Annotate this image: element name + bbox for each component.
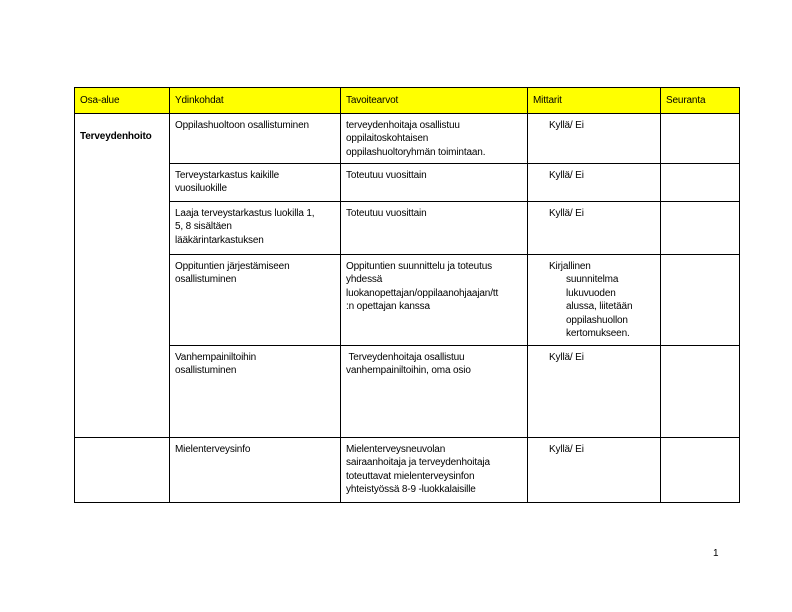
mittari-text: Kirjallinen bbox=[549, 260, 591, 272]
seuranta-cell bbox=[661, 113, 740, 163]
mittari-text: Kyllä/ Ei bbox=[549, 207, 584, 219]
ydin-cell bbox=[170, 345, 341, 437]
tavoite-cell bbox=[341, 437, 528, 502]
tavoite-text: vanhempainiltoihin, oma osio bbox=[346, 365, 471, 376]
mittari-text: lukuvuoden bbox=[566, 287, 616, 299]
seuranta-cell bbox=[661, 437, 740, 502]
table-row bbox=[75, 345, 740, 437]
seuranta-cell bbox=[661, 201, 740, 254]
ydin-text: Terveystarkastus kaikille bbox=[175, 169, 280, 181]
ydin-text: osallistuminen bbox=[175, 365, 237, 376]
ydin-text: Vanhempainiltoihin bbox=[175, 351, 257, 363]
tavoite-text: Oppituntien suunnittelu ja toteutus bbox=[346, 260, 492, 272]
header-mittarit: Mittarit bbox=[528, 88, 661, 114]
ydin-text: vuosiluokille bbox=[175, 183, 227, 194]
tavoite-text: Terveydenhoitaja osallistuu bbox=[346, 351, 465, 363]
ydin-text: Mielenterveysinfo bbox=[175, 443, 251, 455]
table-row bbox=[75, 437, 740, 502]
table-row bbox=[75, 254, 740, 345]
mittari-text: Kyllä/ Ei bbox=[549, 169, 584, 181]
header-ydinkohdat: Ydinkohdat bbox=[170, 88, 341, 114]
mittari-cell bbox=[528, 201, 661, 254]
tavoite-text: sairaanhoitaja ja terveydenhoitaja bbox=[346, 457, 490, 468]
tavoite-text: toteuttavat mielenterveysinfon bbox=[346, 470, 475, 482]
tavoite-cell bbox=[341, 345, 528, 437]
tavoite-cell bbox=[341, 201, 528, 254]
seuranta-cell bbox=[661, 163, 740, 201]
ydin-text: Laaja terveystarkastus luokilla 1, bbox=[175, 207, 315, 219]
tavoite-text: Mielenterveysneuvolan bbox=[346, 443, 446, 455]
tavoite-text: Toteutuu vuosittain bbox=[346, 169, 427, 181]
tavoite-text: oppilaitoskohtaisen bbox=[346, 133, 429, 144]
section-cell bbox=[75, 113, 170, 437]
tavoite-text: luokanopettajan/oppilaanohjaajan/tt bbox=[346, 287, 499, 299]
section-label: Terveydenhoito bbox=[80, 130, 152, 142]
mittari-cell bbox=[528, 113, 661, 163]
ydin-text: 5, 8 sisältäen bbox=[175, 221, 232, 232]
header-seuranta: Seuranta bbox=[661, 88, 740, 114]
mittari-text: oppilashuollon bbox=[566, 314, 628, 326]
tavoite-text: terveydenhoitaja osallistuu bbox=[346, 119, 460, 131]
tavoite-text: :n opettajan kanssa bbox=[346, 301, 430, 312]
table-row bbox=[75, 163, 740, 201]
ydin-text: osallistuminen bbox=[175, 274, 237, 285]
seuranta-cell bbox=[661, 345, 740, 437]
ydin-cell bbox=[170, 437, 341, 502]
header-tavoitearvot: Tavoitearvot bbox=[341, 88, 528, 114]
mittari-text: Kyllä/ Ei bbox=[549, 443, 584, 455]
ydin-cell bbox=[170, 113, 341, 163]
tavoite-text: yhdessä bbox=[346, 274, 383, 285]
tavoite-cell bbox=[341, 163, 528, 201]
mittari-text: kertomukseen. bbox=[566, 328, 630, 339]
ydin-text: lääkärintarkastuksen bbox=[175, 234, 264, 246]
seuranta-cell bbox=[661, 254, 740, 345]
tavoite-cell bbox=[341, 254, 528, 345]
ydin-text: Oppilashuoltoon osallistuminen bbox=[175, 119, 309, 131]
mittari-text: Kyllä/ Ei bbox=[549, 351, 584, 363]
mittari-cell bbox=[528, 163, 661, 201]
ydin-text: Oppituntien järjestämiseen bbox=[175, 260, 290, 272]
tavoite-text: Toteutuu vuosittain bbox=[346, 207, 427, 219]
section-cell-empty bbox=[75, 437, 170, 502]
table-header-row bbox=[75, 88, 740, 114]
mittari-cell bbox=[528, 345, 661, 437]
mittari-text: alussa, liitetään bbox=[566, 301, 633, 312]
ydin-cell bbox=[170, 201, 341, 254]
ydin-cell bbox=[170, 163, 341, 201]
table-row bbox=[75, 113, 740, 163]
table-row bbox=[75, 201, 740, 254]
tavoite-text: oppilashuoltoryhmän toimintaan. bbox=[346, 146, 486, 158]
ydin-cell bbox=[170, 254, 341, 345]
header-osa-alue: Osa-alue bbox=[75, 88, 170, 114]
page-number: 1 bbox=[713, 548, 719, 559]
mittari-cell bbox=[528, 437, 661, 502]
mittari-text: Kyllä/ Ei bbox=[549, 119, 584, 131]
tavoite-text: yhteistyössä 8-9 -luokkalaisille bbox=[346, 484, 476, 495]
tavoite-cell bbox=[341, 113, 528, 163]
mittari-text: suunnitelma bbox=[566, 274, 619, 285]
mittari-cell bbox=[528, 254, 661, 345]
health-care-plan-table bbox=[74, 87, 740, 503]
